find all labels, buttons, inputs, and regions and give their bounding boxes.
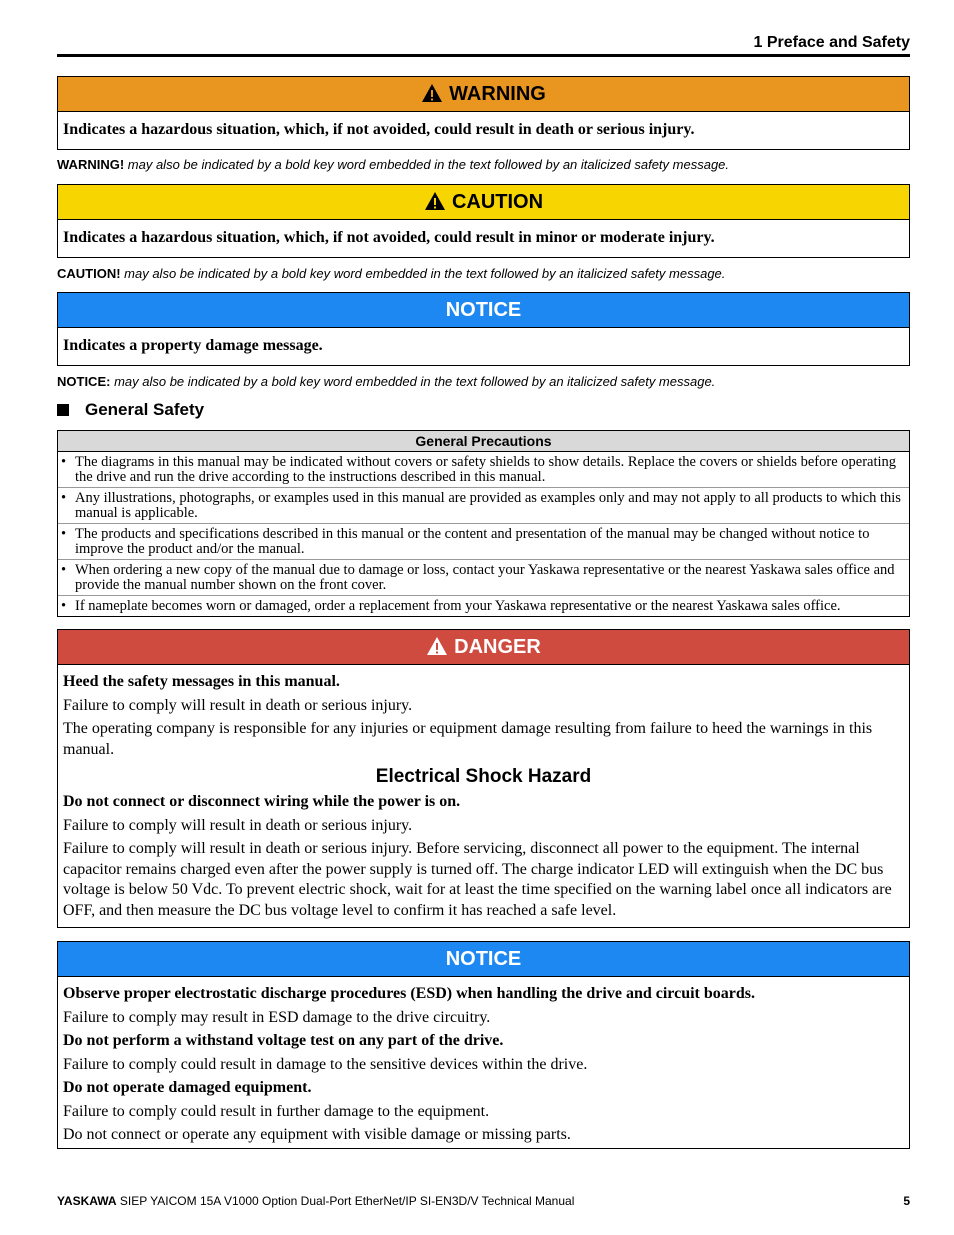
general-safety-heading: [57, 400, 204, 420]
damaged-fail: Failure to comply could result in further damage to the equipment.: [63, 1102, 490, 1120]
notice-esd-label: NOTICE: [445, 947, 522, 970]
warning-triangle-icon: [424, 191, 446, 217]
danger-box: [57, 629, 910, 928]
warning-label: WARNING: [449, 82, 546, 105]
notice-text: Indicates a property damage message.: [63, 337, 323, 354]
list-item: • The diagrams in this manual may be indicated without covers or safety shields to show details. Replace the covers or shields before operating the drive and run the drive according to the instructions described in this manual.: [58, 452, 909, 488]
caution-note-message: may also be indicated by a bold key word embedded in the text followed by an italicized safety message.: [120, 266, 726, 281]
shock-bold: Do not connect or disconnect wiring while the power is on.: [63, 793, 461, 810]
withstand-bold: Do not perform a withstand voltage test on any part of the drive.: [63, 1032, 504, 1049]
warning-triangle-icon: [426, 636, 448, 662]
header-rule: [57, 54, 910, 57]
heed-text: The operating company is responsible for any injuries or equipment damage resulting from failure to heed the warnings in this manual.: [63, 720, 873, 758]
caution-note: [57, 266, 725, 281]
caution-header: [58, 185, 909, 220]
warning-header: [58, 77, 909, 112]
shock-text: Failure to comply will result in death or serious injury. Before servicing, disconnect all power to the equipment. The internal capacitor remains charged even after the power supply is turned off. The charge indicator LED will extinguish when the DC bus voltage is below 50 Vdc. To prevent electric shock, wait for at least the time specified on the warning label once all indicators are OFF, and then measure the DC bus voltage level to confirm it has reached a safe level.: [63, 840, 892, 919]
footer-brand: YASKAWA: [57, 1194, 117, 1208]
general-safety-title: General Safety: [85, 400, 205, 419]
warning-note-message: may also be indicated by a bold key word embedded in the text followed by an italicized safety message.: [124, 157, 730, 172]
shock-fail: Failure to comply will result in death or serious injury.: [63, 816, 413, 834]
section-header: 1 Preface and Safety: [753, 34, 910, 51]
caution-note-keyword: CAUTION!: [57, 266, 121, 281]
footer-text: SIEP YAICOM 15A V1000 Option Dual-Port EtherNet/IP SI-EN3D/V Technical Manual: [116, 1194, 575, 1208]
general-precautions-header: General Precautions: [58, 431, 909, 452]
withstand-fail: Failure to comply could result in damage to the sensitive devices within the drive.: [63, 1055, 588, 1073]
section-square-icon: [57, 404, 69, 416]
page-number: 5: [903, 1194, 910, 1208]
footer: [57, 1194, 574, 1208]
warning-box: [57, 76, 910, 150]
caution-label: CAUTION: [451, 190, 544, 213]
list-item: • The products and specifications described in this manual or the content and presentation of the manual may be changed without notice to improve the product and/or the manual.: [58, 524, 909, 560]
danger-header: [58, 630, 909, 665]
danger-label: DANGER: [454, 635, 541, 658]
heed-fail: Failure to comply will result in death or serious injury.: [63, 696, 413, 714]
warning-note-keyword: WARNING!: [57, 157, 125, 172]
notice-esd-header: [58, 942, 909, 977]
damaged-bold: Do not operate damaged equipment.: [63, 1079, 312, 1096]
notice-note-message: may also be indicated by a bold key word embedded in the text followed by an italicized safety message.: [110, 374, 716, 389]
esd-bold: Observe proper electrostatic discharge procedures (ESD) when handling the drive and circuit boards.: [63, 985, 755, 1002]
notice-box-esd: [57, 941, 910, 1149]
notice-box: [57, 292, 910, 366]
precautions-list: [58, 452, 909, 616]
general-precautions-table: [57, 430, 910, 617]
warning-note: [57, 157, 729, 172]
notice-header: [58, 293, 909, 328]
notice-note: [57, 374, 715, 389]
notice-label: NOTICE: [445, 298, 522, 321]
caution-text: Indicates a hazardous situation, which, if not avoided, could result in minor or moderate injury.: [63, 229, 715, 246]
esd-fail: Failure to comply may result in ESD damage to the drive circuitry.: [63, 1008, 491, 1026]
warning-text: Indicates a hazardous situation, which, if not avoided, could result in death or serious injury.: [63, 121, 695, 138]
damaged-text: Do not connect or operate any equipment with visible damage or missing parts.: [63, 1126, 571, 1143]
warning-triangle-icon: [421, 83, 443, 109]
shock-title: Electrical Shock Hazard: [375, 766, 592, 787]
caution-box: [57, 184, 910, 258]
list-item: • Any illustrations, photographs, or examples used in this manual are provided as examples only and may not apply to all products to which this manual is applicable.: [58, 488, 909, 524]
heed-title: Heed the safety messages in this manual.: [63, 673, 340, 690]
list-item: • When ordering a new copy of the manual due to damage or loss, contact your Yaskawa representative or the nearest Yaskawa sales office and provide the manual number shown on the front cover.: [58, 560, 909, 596]
list-item: • If nameplate becomes worn or damaged, order a replacement from your Yaskawa representative or the nearest Yaskawa sales office.: [58, 596, 909, 616]
notice-note-keyword: NOTICE:: [57, 374, 111, 389]
